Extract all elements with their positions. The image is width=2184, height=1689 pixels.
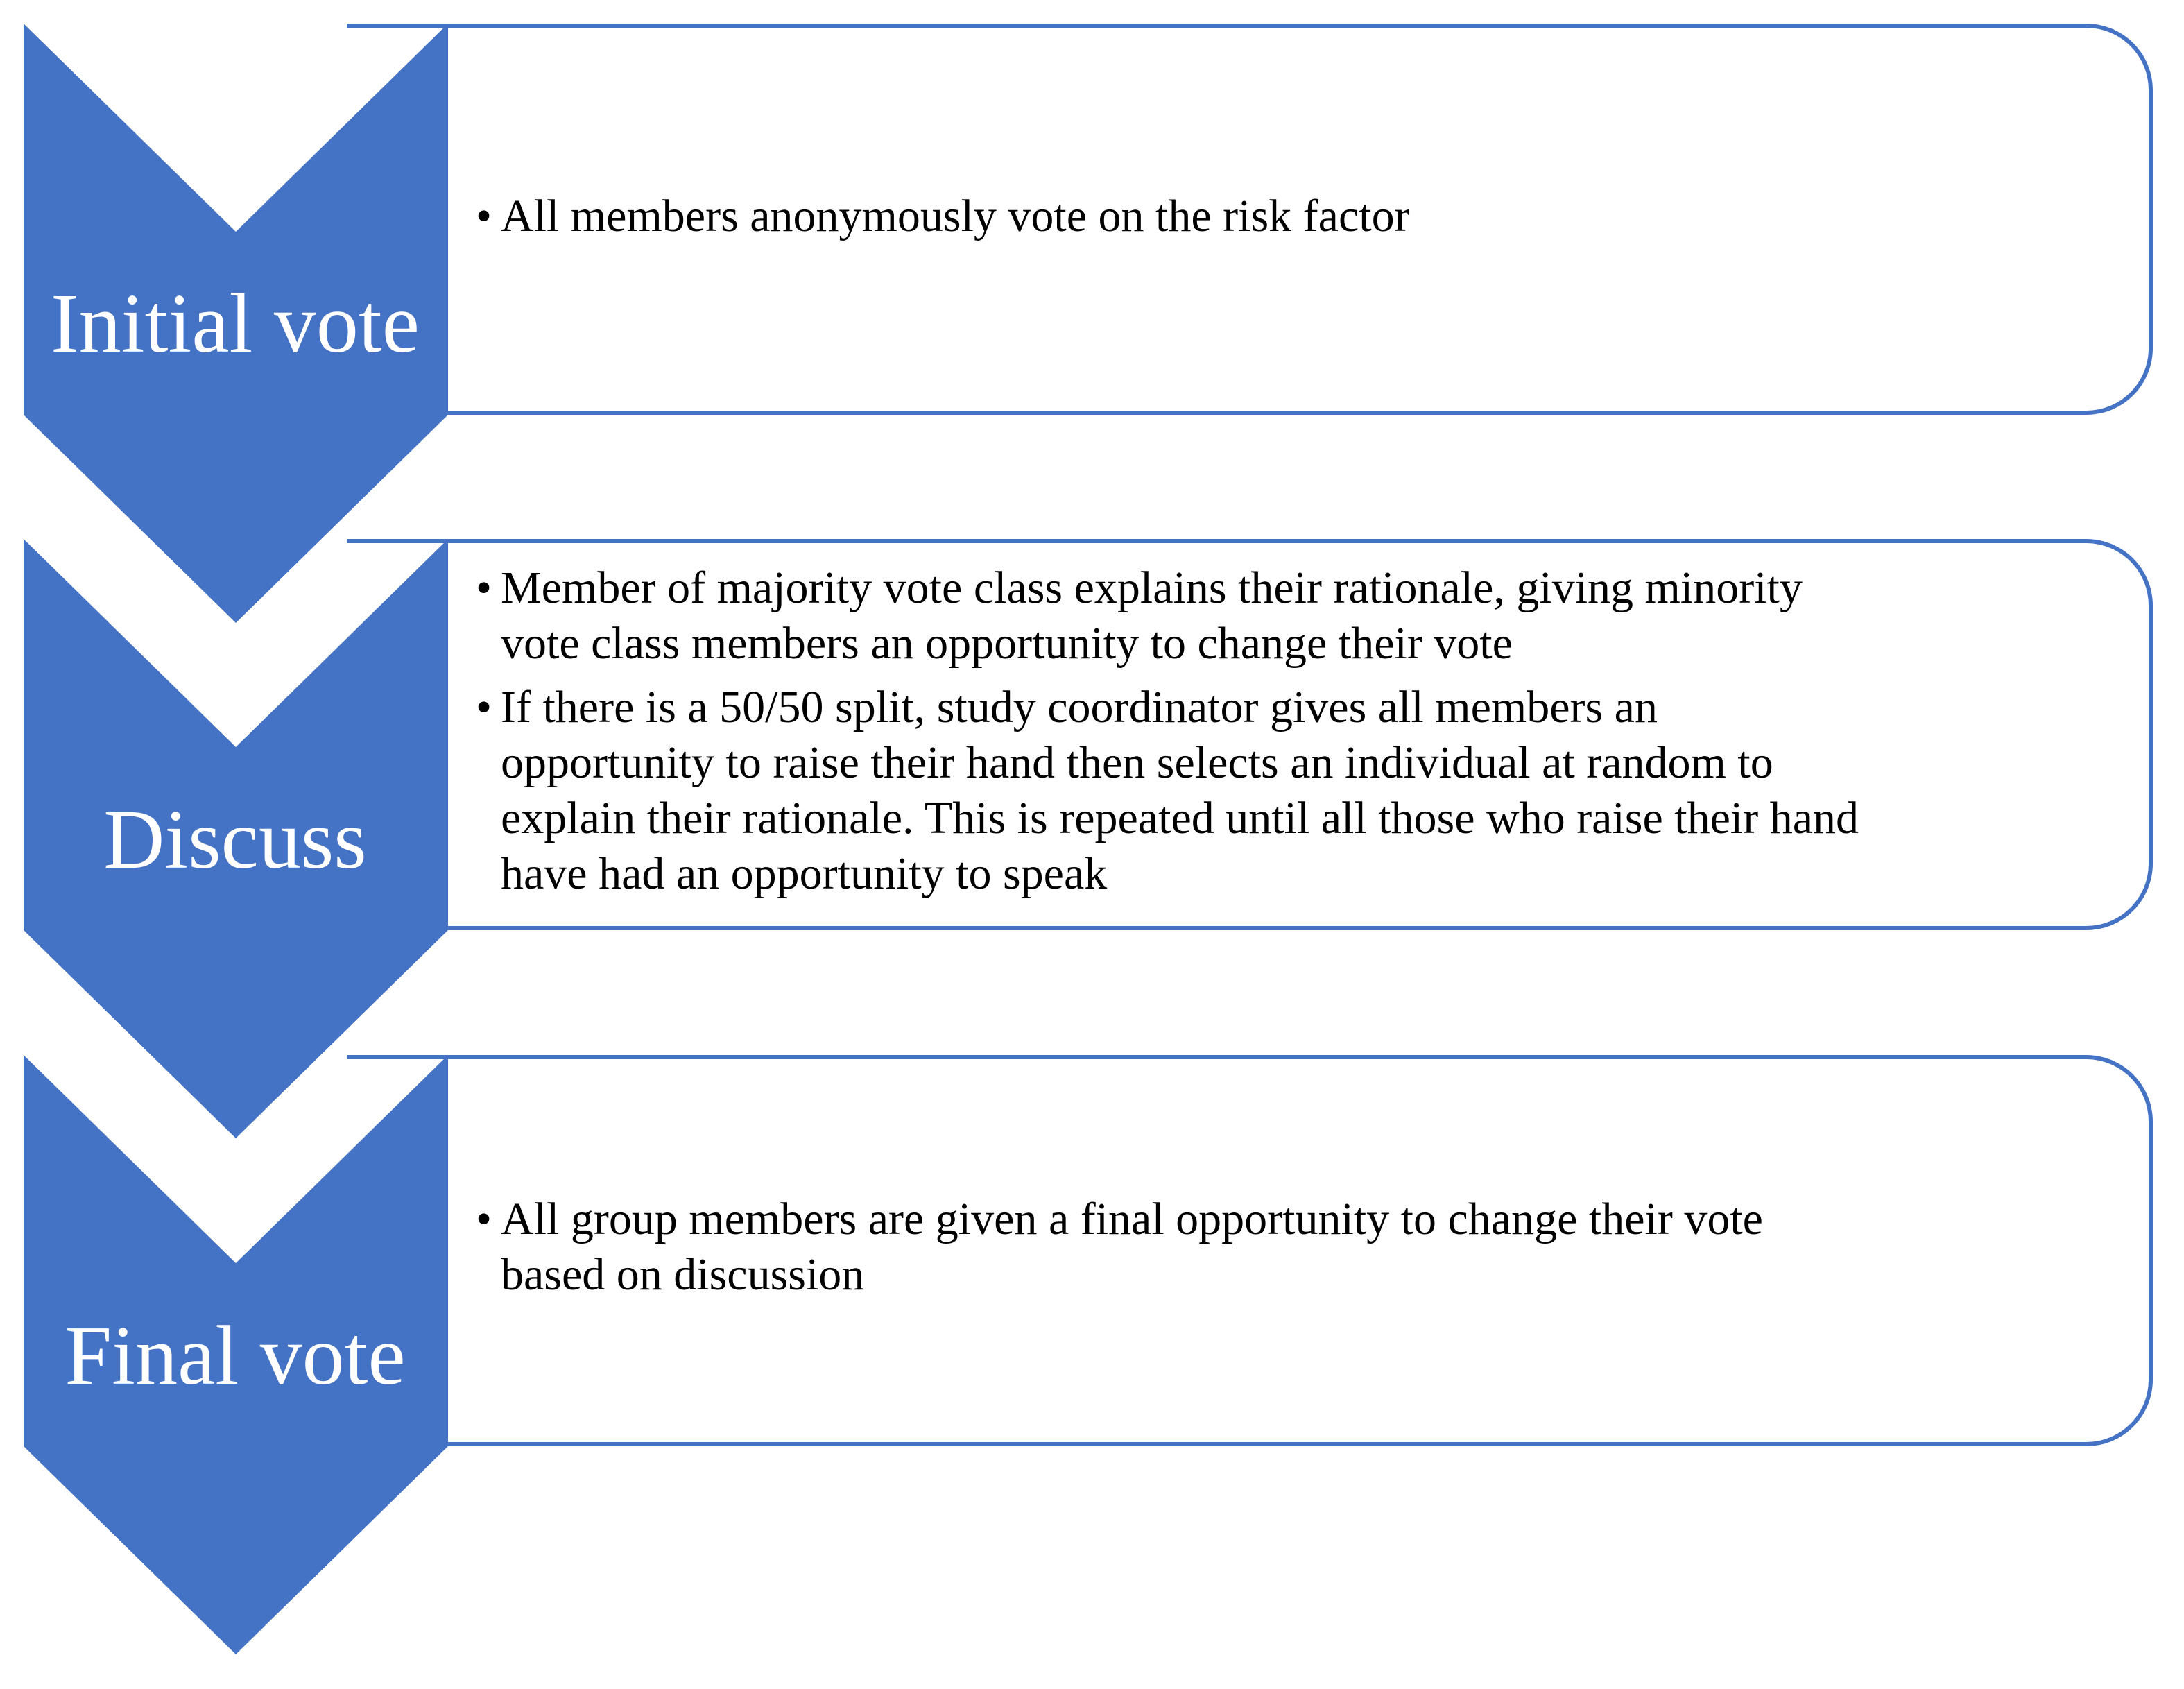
stage-label-final-vote: Final vote	[65, 1309, 406, 1403]
bullet-line: explain their rationale. This is repeated until all those who raise their hand	[501, 793, 1859, 843]
bullet-icon: •	[476, 1194, 492, 1244]
bullet-line: vote class members an opportunity to change their vote	[501, 618, 1513, 669]
bullet-line: based on discussion	[501, 1249, 865, 1300]
list-item	[476, 189, 1410, 244]
stage-label-discuss: Discuss	[103, 793, 367, 886]
bullet-icon: •	[476, 191, 492, 241]
list-item	[476, 1192, 1763, 1303]
bullet-list-initial-vote	[476, 189, 1410, 252]
bullet-list-final-vote	[476, 1192, 1763, 1311]
bullet-line: opportunity to raise their hand then selects an individual at random to	[501, 737, 1773, 788]
bullet-icon: •	[476, 563, 492, 613]
stage-label-initial-vote: Initial vote	[51, 277, 420, 370]
list-item	[476, 680, 1859, 902]
bullet-line: All members anonymously vote on the risk factor	[501, 191, 1410, 241]
bullet-line: have had an opportunity to speak	[501, 848, 1108, 899]
bullet-icon: •	[476, 682, 492, 732]
bullet-list-discuss	[476, 560, 1859, 910]
bullet-line: Member of majority vote class explains their rationale, giving minority	[501, 563, 1803, 613]
bullet-line: All group members are given a final opportunity to change their vote	[501, 1194, 1763, 1244]
bullet-line: If there is a 50/50 split, study coordinator gives all members an	[501, 682, 1658, 732]
list-item	[476, 560, 1859, 671]
